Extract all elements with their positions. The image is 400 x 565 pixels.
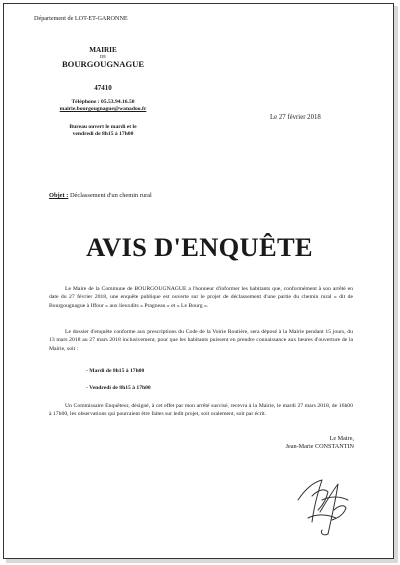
paragraph-3: Un Commissaire Enquêteur, désigné, à cet effet par mon arrêté susvisé, recevra à la Mairie, le mardi 27 mars 2018, de 16h00 à 17h00, les observations qui pourraient être faites sur ledit projet, soit oralement, soit par écrit. (49, 403, 353, 418)
objet-label: Objet : (49, 192, 69, 199)
signature-block (236, 435, 354, 452)
schedule-friday: - Vendredi de 8h15 à 17h00 (86, 385, 151, 391)
postal-code: 47410 (94, 84, 112, 92)
department-line: Département de LOT-ET-GARONNE (34, 15, 128, 22)
signature-name: Jean-Marie CONSTANTIN (285, 443, 354, 451)
objet-text: Déclassement d'un chemin rural (68, 192, 152, 199)
notice-title: AVIS D'ENQUÊTE (86, 232, 313, 262)
opening-hours (48, 124, 158, 138)
handwritten-signature-icon (292, 470, 362, 542)
telephone: Téléphone : 05.53.94.16.50 (71, 99, 135, 105)
contact-block (48, 99, 158, 113)
paragraph-1: Le Maire de la Commune de BOURGOUGNAGUE a l'honneur d'informer les habitants que, conformément à son arrêté en date du 27 février 2018, une enquête publique est ouverte sur le projet de déclassement d'une partie du chemin rural « dit de Bourgougnague à Iffour » aux lieuxdits « Pragneau » et « Le Bourg ». (49, 286, 353, 309)
document-date: Le 27 février 2018 (270, 114, 321, 121)
email-link[interactable]: mairie.bourgougnague@wanadoo.fr (59, 106, 147, 112)
mairie-heading (48, 46, 158, 68)
hours-line-2: vendredi de 8h15 à 17h00 (72, 131, 134, 137)
commune-name: BOURGOUGNAGUE (61, 59, 145, 69)
objet-line (49, 192, 152, 199)
hours-line-1: Bureau ouvert le mardi et le (69, 124, 137, 130)
signature-role: Le Maire, (329, 435, 354, 442)
de-label: DE (100, 54, 106, 59)
document-page (3, 3, 394, 559)
paragraph-2: Le dossier d'enquête conforme aux prescriptions du Code de la Voirie Routière, sera déposé à la Mairie pendant 15 jours, du 13 mars 2018 au 27 mars 2018 inclusivement, pour que les habitants puissent en prendre connaissance aux heures d'ouverture de la Mairie, soit : (49, 329, 353, 352)
schedule-tuesday: - Mardi de 8h15 à 17h00 (86, 368, 145, 374)
mairie-label: MAIRIE (89, 46, 117, 54)
